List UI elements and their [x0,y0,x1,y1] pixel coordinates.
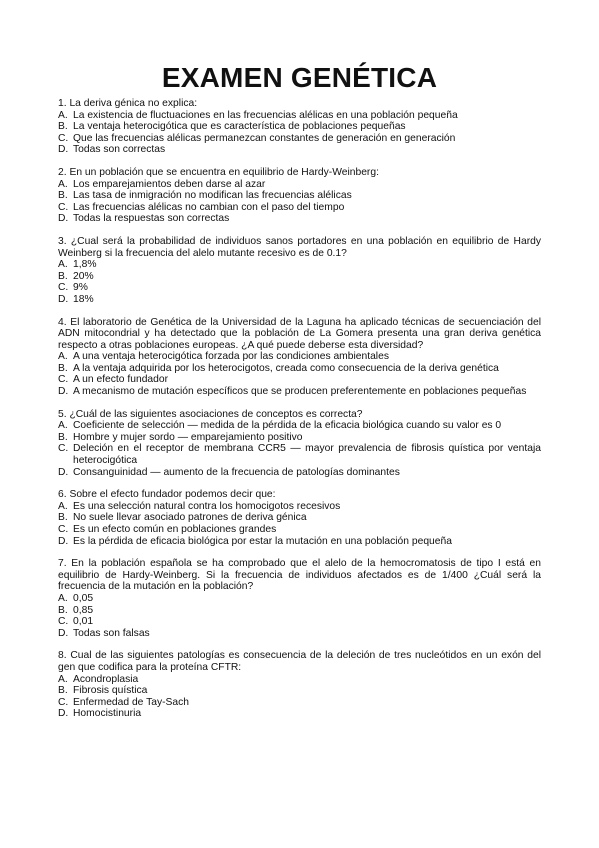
answer-option [58,616,541,628]
option-text: Todas son falsas [73,627,150,639]
option-text: Los emparejamientos deben darse al azar [73,178,266,190]
answer-option [58,685,541,697]
option-text: Deleción en el receptor de membrana CCR5 — mayor prevalencia de fibrosis quística por ventaja heterocigótica [73,443,541,467]
option-letter: D. [58,535,69,547]
option-text: 18% [73,293,94,305]
option-letter: B. [58,362,68,374]
option-letter: D. [58,627,69,639]
option-letter: D. [58,293,69,305]
option-text: La existencia de fluctuaciones en las frecuencias alélicas en una población pequeña [73,109,458,121]
answer-option [58,271,541,283]
option-letter: B. [58,431,68,443]
option-text: Hombre y mujer sordo — emparejamiento positivo [73,431,303,443]
answer-option [58,179,541,191]
question-block [58,98,541,156]
option-letter: D. [58,213,69,225]
option-letter: B. [58,512,68,524]
question-stem: 8. Cual de las siguientes patologías es consecuencia de la deleción de tres nucleótidos en un exón del gen que codifica para la proteína CFTR: [58,650,541,673]
answer-option [58,432,541,444]
option-letter: A. [58,259,68,271]
answer-option [58,282,541,294]
option-letter: D. [58,386,69,398]
question-stem: 6. Sobre el efecto fundador podemos decir que: [58,489,276,501]
option-text: 9% [73,282,88,294]
option-text: A una ventaja heterocigótica forzada por las condiciones ambientales [73,351,389,363]
option-text: A un efecto fundador [73,374,169,386]
option-letter: B. [58,190,68,202]
option-text: 20% [73,270,94,282]
option-text: Fibrosis quística [73,685,148,697]
answer-option [58,708,541,720]
option-text: Las tasa de inmigración no modifican las frecuencias alélicas [73,190,352,202]
question-stem: 4. El laboratorio de Genética de la Universidad de la Laguna ha aplicado técnicas de secuenciación del ADN mitocondrial y ha detectado que la población de La Gomera presenta una gran deriva genética respecto a otras poblaciones europeas. ¿A qué puede deberse esta diversidad? [58,316,541,351]
option-letter: D. [58,466,69,478]
option-letter: C. [58,132,69,144]
option-letter: B. [58,685,68,697]
option-text: 0,05 [73,592,94,604]
option-letter: A. [58,178,68,190]
option-text: Todas la respuestas son correctas [73,213,230,225]
question-block [58,650,541,720]
option-letter: D. [58,144,69,156]
option-text: No suele llevar asociado patrones de deriva génica [73,512,307,524]
option-letter: A. [58,351,68,363]
option-text: Enfermedad de Tay-Sach [73,696,190,708]
question-block [58,317,541,398]
option-letter: A. [58,592,68,604]
answer-option [58,697,541,709]
option-text: La ventaja heterocigótica que es característica de poblaciones pequeñas [73,121,406,133]
question-block [58,558,541,639]
answer-option [58,294,541,306]
answer-option [58,133,541,145]
option-letter: C. [58,374,69,386]
question-stem: 7. En la población española se ha comprobado que el alelo de la hemocromatosis de tipo I está en equilibrio de Hardy-Weinberg. Si la frecuencia de individuos afectados es de 1/400 ¿Cuál será la frecuencia de la mutación en la población? [58,558,541,593]
question-block [58,489,541,547]
option-letter: A. [58,109,68,121]
option-text: Que las frecuencias alélicas permanezcan constantes de generación en generación [73,132,456,144]
option-text: Acondroplasia [73,673,139,685]
question-stem: 3. ¿Cual será la probabilidad de individuos sanos portadores en una población en equilibrio de Hardy Weinberg si la frecuencia del alelo mutante recesivo es de 0.1? [58,235,541,259]
option-text: Todas son correctas [73,144,166,156]
answer-option [58,467,541,479]
question-block [58,236,541,306]
answer-option [58,524,541,536]
option-text: 0,01 [73,616,94,628]
question-stem: 2. En un población que se encuentra en equilibrio de Hardy-Weinberg: [58,166,379,178]
option-letter: C. [58,201,69,213]
answer-option [58,259,541,271]
answer-option [58,605,541,617]
question-block [58,167,541,225]
option-letter: C. [58,524,69,535]
answer-option [58,190,541,202]
answer-option [58,121,541,133]
answer-option [58,443,541,466]
question-stem: 1. La deriva génica no explica: [58,98,198,109]
option-letter: C. [58,282,69,294]
option-letter: B. [58,270,68,282]
answer-option [58,536,541,548]
page-title: EXAMEN GENÉTICA [161,62,438,93]
option-letter: B. [58,121,68,133]
answer-option [58,386,541,398]
option-text: Consanguinidad — aumento de la frecuencia de patologías dominantes [73,466,400,478]
answer-option [58,213,541,225]
answer-option [58,628,541,640]
answer-option [58,144,541,156]
option-text: Homocistinuria [73,708,142,720]
option-text: 1,8% [73,259,97,271]
option-text: Las frecuencias alélicas no cambian con el paso del tiempo [73,201,345,213]
answer-option [58,363,541,375]
answer-option [58,374,541,386]
answer-option [58,674,541,686]
option-text: A mecanismo de mutación específicos que se producen preferentemente en poblaciones pequeñas [73,386,527,398]
option-letter: A. [58,673,68,685]
answer-option [58,202,541,214]
answer-option [58,420,541,432]
question-block [58,409,541,479]
option-letter: A. [58,420,68,432]
question-stem: 5. ¿Cuál de las siguientes asociaciones de conceptos es correcta? [58,408,363,420]
answer-option [58,501,541,513]
option-letter: C. [58,696,69,708]
option-letter: A. [58,500,68,512]
option-letter: C. [58,616,69,628]
option-text: A la ventaja adquirida por los heterocigotos, creada como consecuencia de la deriva genética [73,362,499,374]
question-list [58,98,541,720]
option-text: Coeficiente de selección — medida de la pérdida de la eficacia biológica cuando su valor es 0 [73,420,502,432]
answer-option [58,351,541,363]
answer-option [58,110,541,122]
option-letter: B. [58,604,68,616]
option-letter: D. [58,708,69,720]
option-text: Es la pérdida de eficacia biológica por estar la mutación en una población pequeña [73,535,452,547]
answer-option [58,512,541,524]
answer-option [58,593,541,605]
option-text: Es un efecto común en poblaciones grandes [73,524,277,535]
option-text: 0,85 [73,604,94,616]
option-letter: C. [58,443,69,455]
option-text: Es una selección natural contra los homocigotos recesivos [73,500,341,512]
